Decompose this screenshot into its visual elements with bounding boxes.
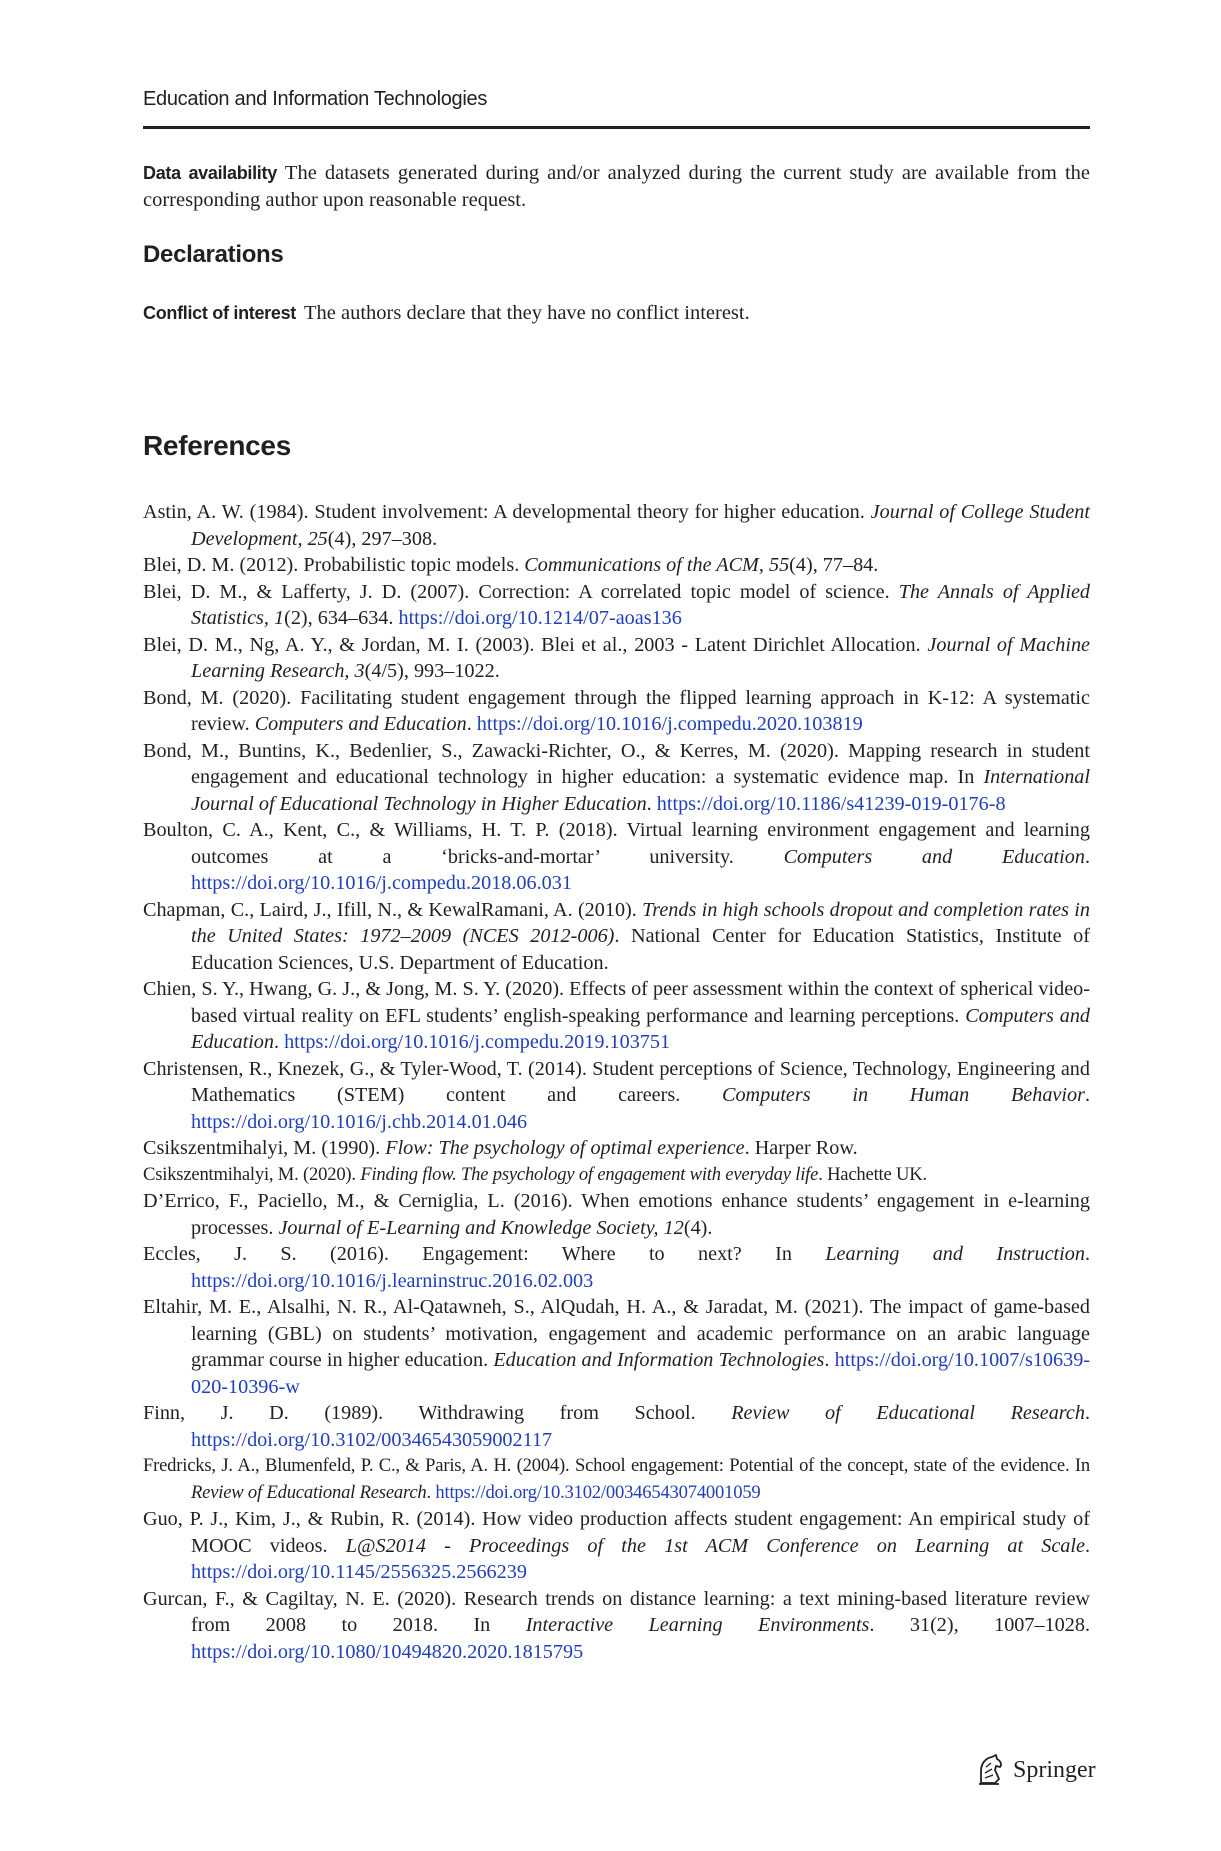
- reference-source: Flow: The psychology of optimal experience: [385, 1137, 745, 1159]
- reference-details: . Harper Row.: [744, 1137, 858, 1159]
- reference-doi-link[interactable]: https://doi.org/10.1016/j.learninstruc.2016.02.003: [191, 1269, 594, 1292]
- reference-text: Eccles, J. S. (2016). Engagement: Where to next? In: [143, 1243, 826, 1265]
- reference-source: Computers and Education: [254, 713, 467, 735]
- reference-text: Fredricks, J. A., Blumenfeld, P. C., & Paris, A. H. (2004). School engagement: Potential of the concept, state of the evidence. In: [143, 1455, 1090, 1476]
- reference-text: Guo, P. J., Kim, J., & Rubin, R. (2014). How video production affects student engagement: An empirical study of MOOC videos.: [143, 1508, 1090, 1557]
- reference-text: Finn, J. D. (1989). Withdrawing from School.: [143, 1402, 732, 1424]
- data-availability-statement: [143, 160, 1090, 213]
- reference-item: [143, 1056, 1090, 1136]
- reference-source: Trends in high schools dropout and completion rates in the United States: 1972–2009 (NCES 2012-006): [191, 898, 1090, 947]
- reference-source: Communications of the ACM, 55: [524, 554, 790, 576]
- reference-details: .: [426, 1481, 436, 1503]
- reference-doi-link[interactable]: https://doi.org/10.1145/2556325.2566239: [191, 1561, 527, 1583]
- reference-source: Journal of E-Learning and Knowledge Society, 12: [278, 1216, 684, 1239]
- reference-details: . 31(2), 1007–1028.: [869, 1614, 1090, 1636]
- reference-details: .: [824, 1349, 835, 1371]
- reference-text: D’Errico, F., Paciello, M., & Cerniglia, L. (2016). When emotions enhance students’ engagement in e-learning processes.: [143, 1190, 1090, 1239]
- reference-text: Blei, D. M., Ng, A. Y., & Jordan, M. I. (2003). Blei et al., 2003 - Latent Dirichlet Allocation.: [143, 633, 928, 656]
- reference-source: Computers and Education: [783, 845, 1085, 868]
- reference-details: .: [646, 792, 657, 815]
- reference-source: Journal of College Student Development, 25: [191, 501, 1090, 550]
- reference-text: Blei, D. M. (2012). Probabilistic topic models.: [143, 554, 525, 576]
- reference-text: Boulton, C. A., Kent, C., & Williams, H. T. P. (2018). Virtual learning environment engagement and learning outcomes at a ‘bricks-and-mortar’ university.: [143, 819, 1090, 868]
- reference-details: (4), 297–308.: [327, 527, 438, 550]
- reference-source: Education and Information Technologies: [493, 1349, 825, 1371]
- reference-doi-link[interactable]: https://doi.org/10.1080/10494820.2020.1815795: [191, 1640, 584, 1663]
- reference-source: International Journal of Educational Technology in Higher Education: [191, 766, 1090, 815]
- reference-item: [143, 579, 1090, 632]
- reference-details: .: [1084, 1402, 1091, 1424]
- reference-details: (4), 77–84.: [789, 554, 879, 576]
- reference-doi-link[interactable]: https://doi.org/10.1016/j.chb.2014.01.046: [191, 1110, 528, 1133]
- reference-item: [143, 632, 1090, 685]
- reference-source: Interactive Learning Environments: [525, 1614, 870, 1636]
- reference-text: Csikszentmihalyi, M. (1990).: [143, 1137, 386, 1159]
- reference-text: Blei, D. M., & Lafferty, J. D. (2007). Correction: A correlated topic model of science.: [143, 580, 899, 603]
- reference-text: Christensen, R., Knezek, G., & Tyler-Wood, T. (2014). Student perceptions of Science, Technology, Engineering and Mathematics (STEM) content and careers.: [143, 1057, 1090, 1106]
- reference-source: Review of Educational Research: [731, 1402, 1085, 1424]
- reference-details: (2), 634–634.: [284, 607, 399, 629]
- reference-item: [143, 1294, 1090, 1400]
- reference-source: Review of Educational Research: [191, 1481, 427, 1503]
- reference-item: [143, 1188, 1090, 1241]
- reference-doi-link[interactable]: https://doi.org/10.1214/07-aoas136: [398, 607, 682, 629]
- conflict-of-interest-label: Conflict of interest: [143, 303, 297, 323]
- reference-item: [143, 1506, 1090, 1586]
- reference-text: Csikszentmihalyi, M. (2020).: [143, 1163, 361, 1185]
- reference-details: .: [466, 713, 477, 735]
- declarations-heading: Declarations: [143, 241, 284, 268]
- reference-doi-link[interactable]: https://doi.org/10.3102/00346543074001059: [435, 1481, 761, 1503]
- reference-text: Chien, S. Y., Hwang, G. J., & Jong, M. S. Y. (2020). Effects of peer assessment within the context of spherical video-based virtual reality on EFL students’ english-speaking performance and learning perceptions.: [143, 978, 1090, 1027]
- reference-source: Learning and Instruction: [825, 1243, 1085, 1265]
- reference-text: Bond, M. (2020). Facilitating student engagement through the flipped learning approach in K-12: A systematic review.: [143, 686, 1090, 735]
- publisher-footer: [975, 1752, 1096, 1788]
- reference-source: Computers and Education: [191, 1004, 1091, 1053]
- reference-details: .: [1084, 1534, 1091, 1557]
- reference-text: Astin, A. W. (1984). Student involvement: A developmental theory for higher education.: [143, 501, 871, 523]
- reference-doi-link[interactable]: https://doi.org/10.1016/j.compedu.2020.103819: [476, 713, 863, 735]
- reference-item: [143, 552, 1090, 579]
- reference-text: Gurcan, F., & Cagiltay, N. E. (2020). Research trends on distance learning: a text mining-based literature review from 2008 to 2018. In: [143, 1587, 1090, 1636]
- conflict-of-interest-statement: [143, 300, 1090, 327]
- reference-item: [143, 1241, 1090, 1294]
- reference-item: [143, 685, 1090, 738]
- reference-details: .: [1084, 845, 1090, 868]
- reference-details: (4).: [683, 1216, 713, 1239]
- conflict-of-interest-text: The authors declare that they have no conflict interest.: [304, 302, 750, 324]
- reference-source: Finding flow. The psychology of engagement with everyday life: [360, 1163, 819, 1185]
- reference-doi-link[interactable]: https://doi.org/10.1016/j.compedu.2018.06.031: [191, 872, 572, 894]
- reference-text: Bond, M., Buntins, K., Bedenlier, S., Zawacki-Richter, O., & Kerres, M. (2020). Mapping research in student engagement and educational technology in higher education: a systematic evidence map. In: [143, 739, 1090, 788]
- reference-item: [143, 1162, 1090, 1189]
- reference-item: [143, 738, 1090, 818]
- springer-horse-icon: [975, 1753, 1005, 1787]
- reference-text: Eltahir, M. E., Alsalhi, N. R., Al-Qatawneh, S., AlQudah, H. A., & Jaradat, M. (2021). The impact of game-based learning (GBL) on students’ motivation, engagement and academic performance on an arabic language grammar course in higher education.: [143, 1296, 1090, 1371]
- data-availability-label: Data availability: [143, 163, 277, 183]
- reference-item: [143, 1135, 1090, 1162]
- data-availability-text: The datasets generated during and/or analyzed during the current study are available from the corresponding author upon reasonable request.: [143, 162, 1090, 211]
- reference-source: The Annals of Applied Statistics, 1: [191, 580, 1090, 629]
- publisher-name: Springer: [1013, 1756, 1096, 1783]
- reference-doi-link[interactable]: https://doi.org/10.1007/s10639-020-10396-w: [191, 1349, 1091, 1398]
- reference-details: . National Center for Education Statistics, Institute of Education Sciences, U.S. Department of Education.: [191, 925, 1091, 974]
- reference-item: [143, 817, 1090, 897]
- reference-details: .: [273, 1031, 285, 1053]
- reference-doi-link[interactable]: https://doi.org/10.3102/00346543059002117: [191, 1428, 553, 1451]
- reference-list: [143, 499, 1090, 1665]
- header-rule: [143, 126, 1090, 129]
- reference-details: .: [1084, 1243, 1091, 1265]
- reference-source: Computers in Human Behavior: [722, 1084, 1085, 1106]
- reference-source: Journal of Machine Learning Research, 3: [191, 633, 1090, 682]
- reference-item: [143, 897, 1090, 977]
- reference-item: [143, 1586, 1090, 1666]
- reference-details: .: [1084, 1084, 1091, 1106]
- reference-item: [143, 1400, 1090, 1453]
- running-head: Education and Information Technologies: [143, 88, 488, 110]
- reference-details: (4/5), 993–1022.: [364, 660, 500, 682]
- reference-item: [143, 499, 1090, 552]
- references-heading: References: [143, 430, 291, 461]
- reference-text: Chapman, C., Laird, J., Ifill, N., & KewalRamani, A. (2010).: [143, 898, 643, 921]
- reference-doi-link[interactable]: https://doi.org/10.1016/j.compedu.2019.103751: [284, 1031, 671, 1053]
- reference-item: [143, 976, 1090, 1056]
- reference-source: L@S2014 - Proceedings of the 1st ACM Conference on Learning at Scale: [345, 1534, 1085, 1557]
- reference-doi-link[interactable]: https://doi.org/10.1186/s41239-019-0176-8: [656, 792, 1006, 815]
- reference-details: . Hachette UK.: [818, 1163, 927, 1185]
- reference-item: [143, 1453, 1090, 1506]
